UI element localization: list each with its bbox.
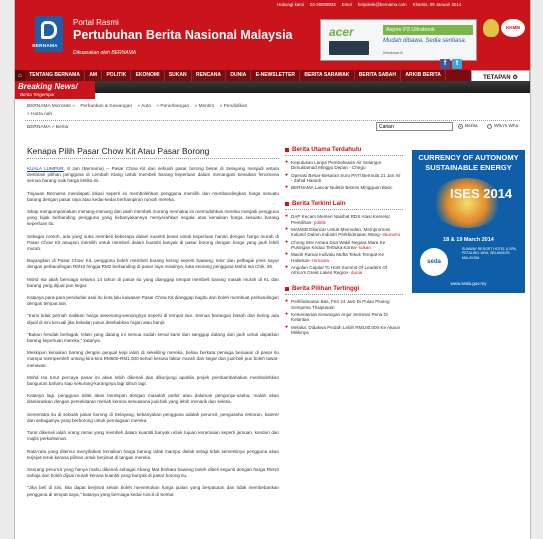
bc-item[interactable]: » Pendidikan xyxy=(219,104,248,109)
paragraph: Sikap mengumpamakan menang-menang dan ialah membeli murang memakai ini memudahkan mereka menjadi pengguna yang bijak berbanding pengguna yang kebanyakannya menyerahkan segala atas kenaikan harga sesuatu barang keperluan itu. xyxy=(27,209,279,227)
paragraph: Katanya lagi, pengguna tidak akan berdepan dengan masalah parkir atau dalaman pengunjui-usaha, malah akan diselaraskan dengan persekitaran meriah kerana sesuasana jual-beli yang lebih menarik dan selesa. xyxy=(27,393,279,405)
paragraph: Katanya para-para penduduk asal itu kota lalu kawasan Pasar Chow Kit dianggap bagitu dan boleh membuat perbandingan dengan tempat lain. xyxy=(27,295,279,307)
portal-subtitle: Portal Rasmi xyxy=(73,18,119,27)
gear-icon: ⚙ xyxy=(512,75,518,81)
bullet-icon: ● xyxy=(285,298,289,305)
microsite-breadcrumb xyxy=(27,103,357,118)
ad-url: www.seda.gov.my xyxy=(450,281,487,286)
kkmm-logo[interactable]: KKMM xyxy=(501,19,525,37)
ad-line1: CURRENCY OF AUTONOMY xyxy=(418,153,519,162)
email-label: Emel xyxy=(341,2,352,7)
nav-item-dunia[interactable]: DUNIA xyxy=(226,70,251,81)
paragraph: Bayangkan di Pasar Chow Kit, pengguna boleh membeli barang kering seperti bawang, telur dan pelbagai jenis sayur dengan perbandingan RM10 hingga RM2 berbanding di pasar raya misalnya, kata seorang pengguna Mohd Isa Chik, 35. xyxy=(27,258,279,270)
bullet-icon: ● xyxy=(285,311,289,318)
ad-product: Aspire P3 Ultrabook xyxy=(383,25,473,35)
nav-item-sabah[interactable]: BERITA SABAH xyxy=(355,70,402,81)
paragraph: Sebagai contoh, ada yang suka membeli beberapa dalam kuantiti besar untuk keperluan harian dengan harga murah di Pasar Chow Kit ataupun memilih untuk membeli dalam kuantiti banyak di pasar borong dengan harga yang jauh lebih murah. xyxy=(27,233,279,252)
settings-label: TETAPAN xyxy=(483,74,511,81)
search-berita-label: Berita xyxy=(465,124,478,129)
national-crest-icon xyxy=(483,19,499,37)
contact-email[interactable]: helpdesk@bernama.com xyxy=(357,2,407,7)
social-links xyxy=(440,59,462,69)
paragraph: KUALA LUMPUR, 8 Jan (Bernama) -- Pasar Chow Kit dan sebuah pasar borong besar di Selayang menjadi antara destinasi pilihan pengguna di Lembah Klang untuk membeli barang keperluan dalam menangani kenaikan fenomena semua barang naik harga ketika ini. xyxy=(27,166,279,184)
paragraph: Sementara itu di sebuah pasar borong di Selayang, kebanyakan pengguna adalah peruncit, pengusaha restoran, katerer dan sebagainya yang berborong untuk perniagaan mereka. xyxy=(27,411,279,423)
bullet-square-icon xyxy=(285,202,289,206)
search-input[interactable] xyxy=(376,122,453,131)
bullet-icon: ● xyxy=(285,251,289,258)
breaking-subtitle: Berita Tergempar xyxy=(20,92,55,97)
ad-brand: ISES 2014 xyxy=(450,186,513,201)
nav-item-am[interactable]: AM xyxy=(85,70,102,81)
nav-item-ekonomi[interactable]: EKONOMI xyxy=(131,70,164,81)
divider xyxy=(285,155,403,156)
bullet-icon: ● xyxy=(285,323,289,330)
bullet-icon: ● xyxy=(285,213,289,220)
divider xyxy=(25,120,520,121)
search-whoswho-label: Who's Who xyxy=(494,124,519,129)
news-sidebar xyxy=(285,146,403,337)
ad-line2: SUSTAINABLE ENERGY xyxy=(425,163,512,172)
nav-item-politik[interactable]: POLITIK xyxy=(102,70,131,81)
bullet-icon: ● xyxy=(285,159,289,165)
paragraph: Turut dikenali ialah orang ramai yang membeli dalam kuantiti banyak untuk tujuan keramaian seperti jamuan, kenduri dan majlis perkahwinan. xyxy=(27,430,279,442)
nav-item-arkib[interactable]: ARKIB BERITA xyxy=(401,70,446,81)
topbar xyxy=(277,2,530,9)
divider xyxy=(285,209,403,210)
section-heading: Berita Pilihan Tertinggi xyxy=(285,285,403,292)
nav-item-rencana[interactable]: RENCANA xyxy=(192,70,226,81)
seda-logo: seda xyxy=(420,248,448,276)
paragraph: "Jika beli di sini, kita dapat berjimat selain boleh menentukan harga jualan yang berpatutan dan tidak membebankan pengguna di tempat saya," katanya yang berniaga kedai runcit di Sentul. xyxy=(27,485,279,497)
laptop-image xyxy=(329,41,369,55)
bullet-square-icon xyxy=(285,287,289,291)
breaking-title: Breaking News/ xyxy=(18,82,78,91)
nav-item-sarawak[interactable]: BERITA SARAWAK xyxy=(300,70,354,81)
logo-text: BERNAMA xyxy=(32,43,58,48)
paragraph: Seorang peruncit yang hanya mahu dikenali sebagai Abang Mat berkata bawang boleh dibeli segunit dengan harga RM10 sahaja dan boleh dijual murah kerana kuantiti yang banyak di pasar borong itu. xyxy=(27,466,279,479)
main-nav xyxy=(15,70,530,81)
section-heading: Berita Utama Terdahulu xyxy=(285,146,403,153)
divider xyxy=(27,158,279,159)
current-date: Khamis, 09 Januari 2014 xyxy=(412,2,462,7)
paragraph: Mohd Isa turut percaya pasar ini akan lebih dikenali dan dikunjungi apabila projek pembambahakan membolehkan bangunan baharu siap sekurang-kurangnya lagi tahun lagi. xyxy=(27,374,279,387)
portal-tagline: Dikuasakan oleh BERNAMA xyxy=(73,50,137,56)
bullet-icon: ● xyxy=(285,226,289,233)
list-item[interactable]: ● Operasi Besar-Besaran Suru PATI Bermula 21 Jan Ini - Zahid Hamidi xyxy=(285,171,401,183)
list-item[interactable]: ● DAP Kecam Menteri Nasihat RDS Atasi Kemelut Pemilihan- politik xyxy=(285,213,390,225)
nav-item-tentang[interactable]: TENTANG BERNAMA xyxy=(25,70,85,81)
ises-advertisement[interactable] xyxy=(412,150,525,293)
search-berita-radio[interactable] xyxy=(458,124,463,129)
paragraph: "Kami tidak pernah naikkan harga sewenang-wenangnya seperti di tempat lain. Semua barangan basah dan kering ada dijual di sini kecuali jika bekalan putus disebabkan hujan atau banjir. xyxy=(27,313,279,325)
list-item[interactable]: ● Masih Ramai Individu Mufta Tekuk Tempat Ke Halaman- rencana xyxy=(285,251,385,263)
bc-item[interactable]: BERNAMA Microsite » xyxy=(27,104,75,109)
bc-item[interactable]: » Penerbangan xyxy=(156,104,190,109)
list-item[interactable]: ● Chong Wei Antara Dua Wakil Negara Mara Ke Pusingan Kedua Terbuka Korea- sukan xyxy=(285,238,386,250)
article-title: Kenapa Pilih Pasar Chow Kit Atau Pasar Borong xyxy=(27,146,210,156)
ad-tagline: Mudah dibawa. Sedia sentiasa. xyxy=(383,38,467,44)
article-body xyxy=(27,166,279,504)
list-item[interactable]: ● BERNAMA Lancar Buletin Bisnes Mingguan Baoc xyxy=(285,184,393,191)
breaking-news-tab[interactable] xyxy=(15,81,95,99)
paragraph: Meskipun kenaikan barang dengan penjual kepi ialah di sekeliling mereka, beliau berkata peniaga beriaaan di pasar itu mampu memperoleh untung kira-kira RM500-RM1,000 sehari kerana faktor murah dan segar dan jual-beli pun boleh tawar-menawar. xyxy=(27,350,279,368)
acer-advertisement[interactable] xyxy=(320,19,477,61)
bullet-square-icon xyxy=(285,148,289,152)
divider xyxy=(285,294,403,295)
breadcrumb[interactable]: BERNAMA » Berita xyxy=(27,125,69,130)
ad-footer: Windows 8 xyxy=(383,50,403,55)
ad-date: 18 & 19 March 2014 xyxy=(443,237,494,243)
bullet-icon: ● xyxy=(285,184,289,191)
contact-label: Hubungi kami xyxy=(277,2,304,7)
bullet-icon: ● xyxy=(285,238,289,245)
bc-item[interactable]: Perbankan & Kewangan xyxy=(80,104,133,109)
list-item[interactable]: ● Kementerian Kewangan Anjur Seminar Pena Di Kelantan xyxy=(285,311,388,323)
nav-item-enewsletter[interactable]: E-NEWSLETTER xyxy=(251,70,300,81)
bullet-icon: ● xyxy=(285,171,289,178)
twitter-icon[interactable]: t xyxy=(452,59,462,69)
bc-item[interactable]: » Auto xyxy=(137,104,152,109)
home-icon[interactable]: ⌂ xyxy=(15,70,25,81)
bullet-icon: ● xyxy=(285,263,289,270)
list-item[interactable]: ● Perkhidmatan Bas, Feri 24 Jam Di Pulau Pinang Sempena Thaipusam xyxy=(285,298,390,310)
section-heading: Berita Terkini Lain xyxy=(285,200,403,207)
site-header xyxy=(15,0,530,70)
page xyxy=(14,0,531,539)
nav-item-sukan[interactable]: SUKAN xyxy=(165,70,192,81)
paragraph: Mohd Isa ialah berniaga selama 14 tahun di pasar itu yang dianggap tempat membeli barang masak murah di KL dan barang yang dijual pun segar. xyxy=(27,276,279,288)
search-whoswho-radio[interactable] xyxy=(487,124,492,129)
contact-phone[interactable]: 03-26939933 xyxy=(309,2,336,7)
dateline-link[interactable]: KUALA LUMPUR xyxy=(27,166,64,171)
list-item[interactable]: ● Melaka: Didakwa Pindah Lebih RM100,000 Ke Akaun Milikinya xyxy=(285,323,401,335)
paragraph: Tinjauan Bernama mendapati lokasi seperti ini membolehkan pengguna memilih dan membandingkan harga sesuatu barang dengan pasar raya atau kedai-kedai berhampiran rumah mereka. xyxy=(27,190,279,202)
list-item[interactable]: ● Keputusan Lanjut Pembebasan Air Selangor Dimuktamad Minggu Depan - Chegu xyxy=(285,159,382,171)
bc-item[interactable]: » Harta nah xyxy=(27,111,53,117)
portal-title: Pertubuhan Berita Nasional Malaysia xyxy=(73,28,293,42)
acer-brand: acer xyxy=(329,25,354,39)
list-item[interactable]: ● MAMSB Dilancar Untuk Memodan, Mempromosi Industri Dalam Industri Perkhidmatan Wang- ekonomi xyxy=(285,226,400,238)
facebook-icon[interactable]: f xyxy=(440,59,450,69)
paragraph: "Bukan hendak berlagak, lelaki yang datang ini semua sudah kenal kami dan sanggup datang dari jauh untuk dapatkan barang keperluan mereka," katanya. xyxy=(27,331,279,344)
list-item[interactable]: ● Angolan Capital To Host Summit Of Leaders Of Africa's Great Lakes Region- dunia xyxy=(285,263,388,276)
bc-item[interactable]: » Mentim xyxy=(194,104,215,109)
ad-venue: SUNWAY RESORT HOTEL & SPA, PETALING JAYA, SELANGOR, MALAYSIA xyxy=(462,247,517,260)
paragraph: Rata-rata yang ditemui menyifatkan kenaikan harga barang tidak mampu dielak selagi tidak semestinya pengguna akan terjejas teruk kerana pilihan untuk berjimat di tangan mereka. xyxy=(27,448,279,460)
